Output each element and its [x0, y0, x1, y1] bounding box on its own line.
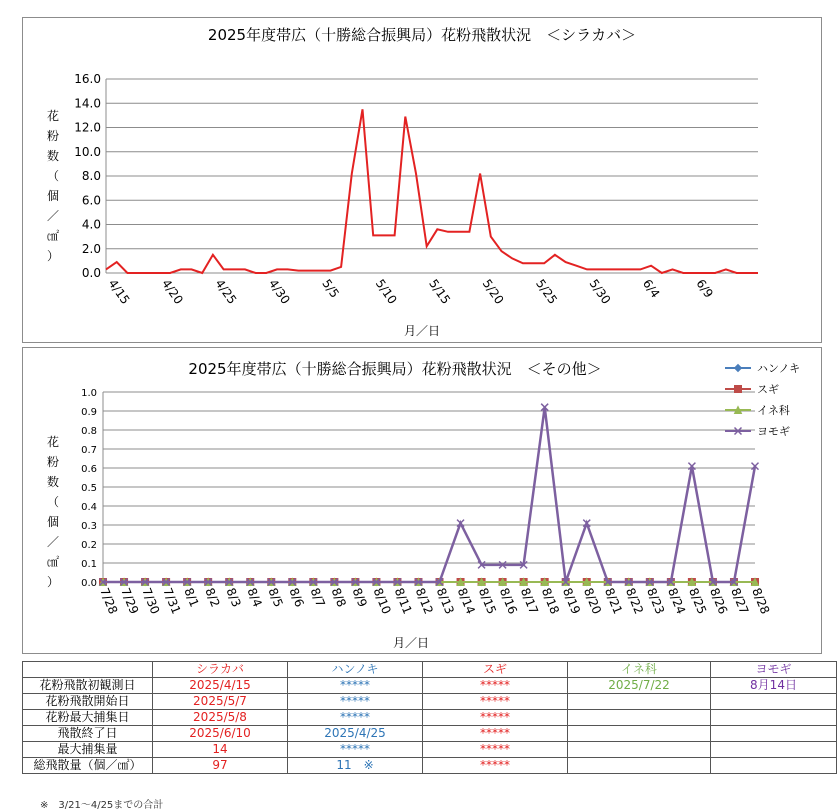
x-tick-label: 8/23 [644, 585, 668, 617]
y-axis-label-char: 数 [46, 149, 60, 163]
y-axis-label-char: ㎠ [46, 229, 60, 243]
legend-item [725, 383, 779, 396]
table-cell: 2025/4/15 [153, 678, 288, 694]
other-chart [23, 348, 821, 653]
x-tick-label: 5/5 [319, 276, 342, 301]
table-cell: 97 [153, 758, 288, 774]
x-tick-label: 8/25 [686, 585, 710, 617]
footnote: ※ 3/21～4/25までの合計 [40, 800, 164, 811]
x-tick-label: 8/14 [454, 585, 478, 617]
table-cell: ***** [423, 742, 568, 758]
y-axis-label-char: （ [46, 495, 60, 509]
y-axis-label [47, 109, 59, 263]
chart-title: 2025年度帯広（十勝総合振興局）花粉飛散状況 ＜その他＞ [188, 360, 602, 378]
y-axis-label [47, 435, 59, 589]
x-tick-label: 4/30 [265, 276, 293, 307]
x-tick-label: 8/4 [244, 585, 265, 610]
table-cell [711, 742, 837, 758]
birch-chart [23, 18, 821, 342]
x-tick-label: 5/20 [479, 276, 507, 307]
table-cell: 8月14日 [711, 678, 837, 694]
x-tick-label: 8/28 [749, 585, 773, 617]
y-axis-label-char: ／ [46, 209, 60, 223]
x-tick-label: 4/20 [158, 276, 186, 307]
x-tick-label: 4/25 [212, 276, 240, 307]
x-tick-label: 7/28 [97, 585, 121, 617]
legend-item [725, 425, 790, 438]
x-tick-label: 5/25 [533, 276, 561, 307]
y-tick-label: 14.0 [74, 96, 101, 111]
table-row-label: 最大捕集量 [23, 742, 153, 758]
x-tick-label: 8/18 [538, 585, 562, 617]
table-header-cell: ヨモギ [711, 662, 837, 678]
table-header-cell [23, 662, 153, 678]
y-axis-label-char: （ [46, 169, 60, 183]
table-header-cell: ハンノキ [288, 662, 423, 678]
x-tick-label: 6/9 [693, 276, 716, 301]
table-cell [568, 694, 711, 710]
y-tick-label: 2.0 [81, 241, 101, 256]
y-tick-label: 0.5 [81, 483, 97, 494]
table-cell [711, 758, 837, 774]
x-tick-label: 8/6 [286, 585, 307, 610]
y-tick-label: 1.0 [81, 388, 97, 399]
x-tick-label: 8/7 [307, 585, 328, 610]
x-tick-label: 8/24 [665, 585, 689, 617]
y-tick-label: 0.1 [81, 559, 97, 570]
x-tick-label: 8/2 [202, 585, 223, 610]
table-cell: ***** [423, 694, 568, 710]
x-tick-label: 7/31 [160, 585, 184, 617]
x-tick-label: 8/10 [370, 585, 394, 617]
x-tick-label: 8/17 [517, 585, 541, 617]
table-cell: 2025/5/8 [153, 710, 288, 726]
x-tick-label: 8/9 [349, 585, 370, 610]
x-tick-label: 8/26 [707, 585, 731, 617]
y-axis-label-char: ／ [46, 535, 60, 549]
y-tick-label: 6.0 [81, 193, 101, 208]
table-cell: ***** [288, 694, 423, 710]
y-tick-label: 0.3 [81, 521, 97, 532]
y-tick-label: 4.0 [81, 217, 101, 232]
y-tick-label: 0.7 [81, 445, 97, 456]
x-tick-label: 8/8 [328, 585, 349, 610]
table-cell [568, 742, 711, 758]
y-axis-label-char: 粉 [46, 129, 60, 143]
table-cell: 14 [153, 742, 288, 758]
x-tick-label: 8/19 [559, 585, 584, 617]
table-cell: ***** [423, 678, 568, 694]
table-cell [568, 710, 711, 726]
table-cell: ***** [288, 710, 423, 726]
birch-chart-panel [22, 17, 822, 343]
legend-item [725, 403, 790, 417]
data-point [735, 365, 742, 372]
y-tick-label: 0.0 [81, 266, 101, 280]
table-cell: ***** [423, 758, 568, 774]
x-tick-label: 4/15 [105, 276, 133, 307]
x-tick-label: 8/20 [580, 585, 605, 617]
table-row-label: 花粉飛散開始日 [23, 694, 153, 710]
x-tick-label: 8/3 [223, 585, 244, 610]
table-cell: 2025/4/25 [288, 726, 423, 742]
y-axis-label-char: ㎠ [46, 555, 60, 569]
x-tick-label: 6/4 [639, 276, 663, 301]
table-cell: 2025/7/22 [568, 678, 711, 694]
series-line [103, 407, 755, 582]
table-cell [711, 694, 837, 710]
x-tick-label: 8/13 [433, 585, 457, 617]
legend-item [725, 362, 800, 375]
table-header-row [23, 662, 837, 678]
legend-label: イネ科 [757, 404, 790, 417]
table-row-label: 花粉最大捕集日 [23, 710, 153, 726]
table-row-label: 総飛散量（個／㎠） [23, 758, 153, 774]
x-axis-label: 月／日 [392, 636, 430, 650]
y-tick-label: 16.0 [74, 72, 101, 86]
table-row [23, 710, 837, 726]
y-axis-label-char: 粉 [46, 455, 60, 469]
x-tick-label: 8/22 [623, 585, 647, 617]
x-tick-label: 8/21 [601, 585, 626, 617]
table-row [23, 694, 837, 710]
x-tick-label: 8/5 [265, 585, 286, 610]
table-row [23, 678, 837, 694]
y-tick-label: 0.0 [81, 578, 97, 589]
table-cell [568, 726, 711, 742]
table-cell [711, 726, 837, 742]
table-cell: ***** [288, 742, 423, 758]
x-tick-label: 7/29 [118, 585, 142, 617]
x-tick-label: 8/15 [475, 585, 499, 617]
table-cell [568, 758, 711, 774]
y-axis-label-char: 個 [46, 515, 60, 529]
x-tick-label: 8/27 [728, 585, 752, 617]
summary-table [22, 661, 837, 774]
y-axis-label-char: ） [46, 249, 60, 263]
y-tick-label: 0.2 [81, 540, 97, 551]
table-cell [711, 710, 837, 726]
table-row [23, 726, 837, 742]
table-row-label: 飛散終了日 [23, 726, 153, 742]
y-axis-label-char: 花 [46, 109, 60, 123]
y-axis-label-char: ） [46, 575, 60, 589]
y-axis-label-char: 数 [46, 475, 60, 489]
y-tick-label: 10.0 [74, 144, 101, 159]
table-cell: ***** [423, 710, 568, 726]
y-tick-label: 0.4 [81, 502, 97, 513]
x-tick-label: 7/30 [139, 585, 163, 617]
table-cell: 2025/6/10 [153, 726, 288, 742]
y-tick-label: 8.0 [81, 169, 101, 183]
x-axis-label: 月／日 [403, 324, 441, 338]
x-tick-label: 8/16 [496, 585, 520, 617]
table-header-cell: スギ [423, 662, 568, 678]
other-chart-panel [22, 347, 822, 654]
y-axis-label-char: 個 [46, 189, 60, 203]
x-tick-label: 5/15 [426, 276, 454, 307]
table-header-cell: シラカバ [153, 662, 288, 678]
table-header-cell: イネ科 [568, 662, 711, 678]
y-tick-label: 0.9 [81, 407, 97, 418]
table-cell: ***** [288, 678, 423, 694]
legend-label: ハンノキ [757, 362, 801, 375]
table-row [23, 758, 837, 774]
data-point [735, 386, 742, 393]
x-tick-label: 8/1 [181, 585, 202, 610]
y-tick-label: 0.8 [81, 426, 97, 437]
table-cell: ***** [423, 726, 568, 742]
table-row [23, 742, 837, 758]
x-tick-label: 8/12 [412, 585, 436, 617]
legend [725, 362, 800, 438]
x-tick-label: 8/11 [391, 585, 415, 617]
chart-title: 2025年度帯広（十勝総合振興局）花粉飛散状況 ＜シラカバ＞ [207, 26, 637, 44]
x-tick-label: 5/30 [586, 276, 614, 307]
table-row-label: 花粉飛散初観測日 [23, 678, 153, 694]
legend-label: スギ [757, 383, 779, 396]
y-tick-label: 12.0 [74, 120, 101, 135]
x-tick-label: 5/10 [372, 276, 400, 307]
y-tick-label: 0.6 [81, 464, 97, 475]
y-axis-label-char: 花 [46, 435, 60, 449]
table-cell: 11 ※ [288, 758, 423, 774]
series-x [100, 404, 759, 586]
table-cell: 2025/5/7 [153, 694, 288, 710]
legend-label: ヨモギ [757, 425, 790, 438]
